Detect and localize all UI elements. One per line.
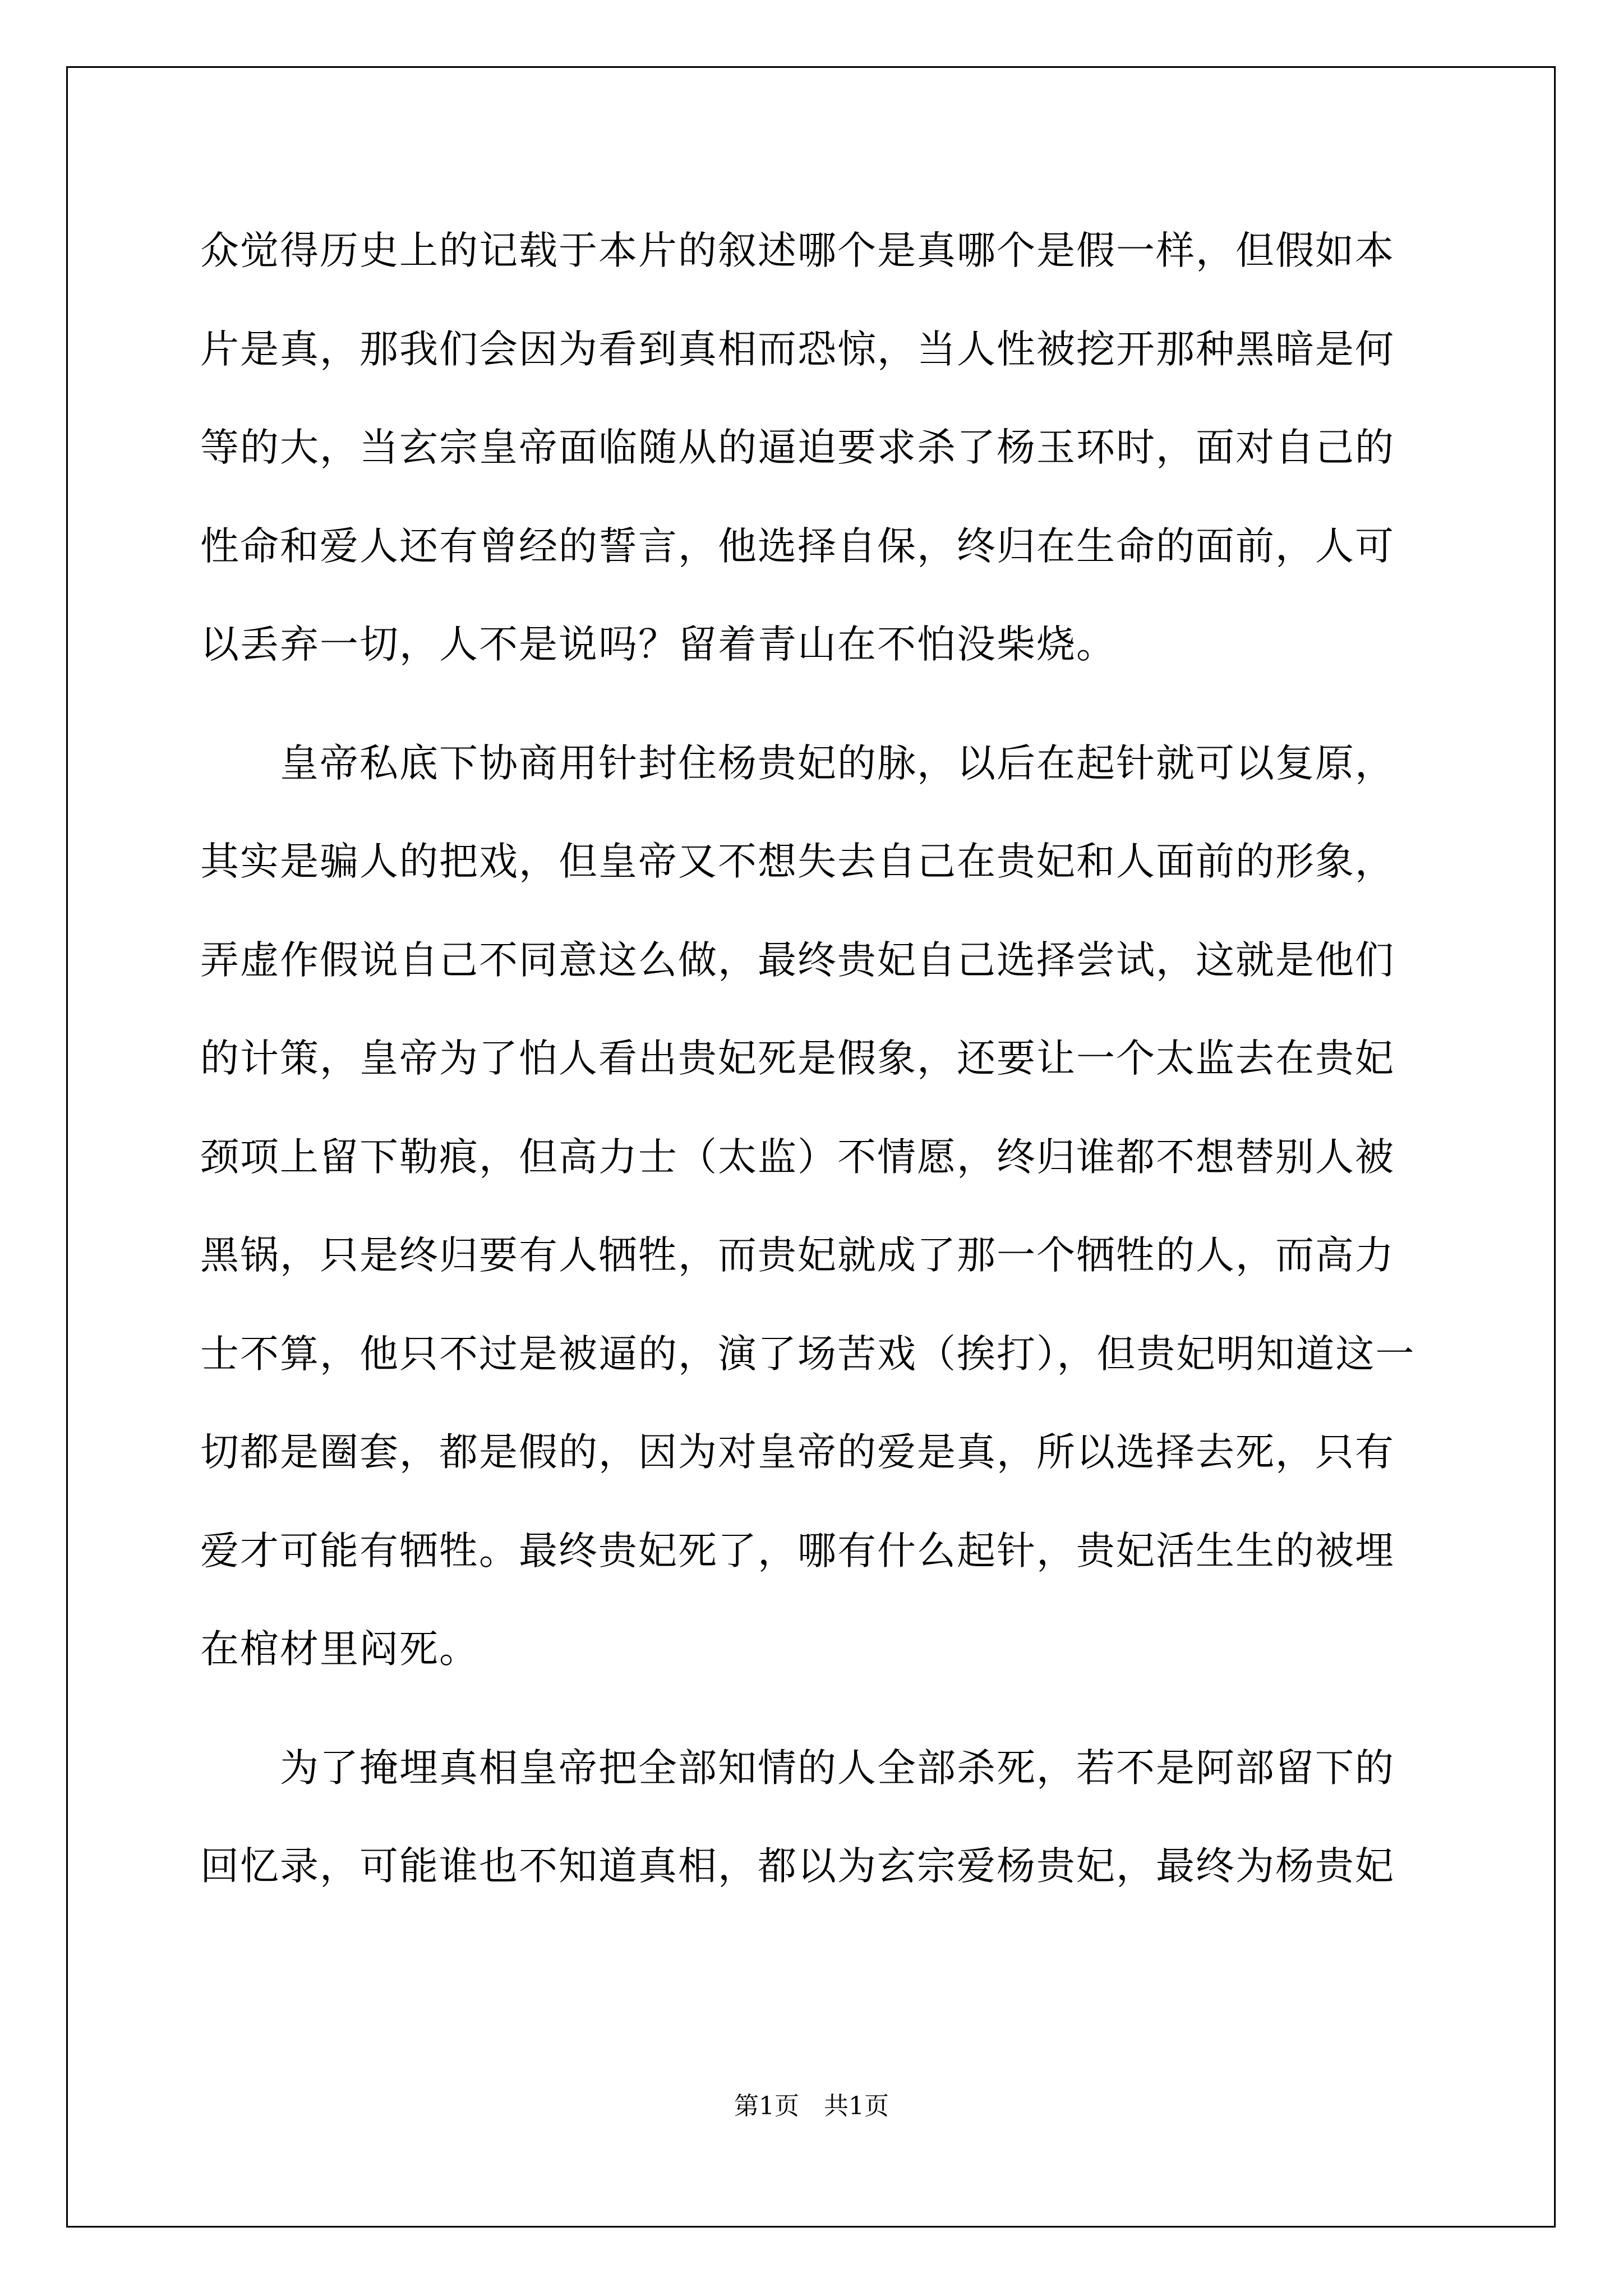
text-line: 爱才可能有牺牲。最终贵妃死了，哪有什么起针，贵妃活生生的被埋 bbox=[200, 1528, 1395, 1573]
text-line: 在棺材里闷死。 bbox=[200, 1627, 479, 1672]
document-body bbox=[200, 202, 1434, 1916]
text-line: 士不算，他只不过是被逼的，演了场苦戏（挨打），但贵妃明知道这一 bbox=[200, 1331, 1415, 1377]
text-line: 为了掩埋真相皇帝把全部知情的人全部杀死，若不是阿部留下的 bbox=[200, 1745, 1395, 1791]
page-number-label: 第1页 共1页 bbox=[734, 2092, 889, 2120]
paragraph-spacer bbox=[200, 1699, 1434, 1719]
text-line: 黑锅，只是终归要有人牺牲，而贵妃就成了那一个牺牲的人，而高力 bbox=[200, 1233, 1395, 1278]
paragraph-spacer bbox=[200, 694, 1434, 715]
text-line: 回忆录，可能谁也不知道真相，都以为玄宗爱杨贵妃，最终为杨贵妃 bbox=[200, 1844, 1395, 1889]
text-line: 弄虚作假说自己不同意这么做，最终贵妃自己选择尝试，这就是他们 bbox=[200, 937, 1395, 983]
paragraph-2 bbox=[200, 715, 1434, 1699]
page-footer bbox=[0, 2090, 1623, 2123]
text-line: 其实是骗人的把戏，但皇帝又不想失去自己在贵妃和人面前的形象， bbox=[200, 839, 1395, 884]
paragraph-3 bbox=[200, 1719, 1434, 1916]
text-line: 等的大，当玄宗皇帝面临随从的逼迫要求杀了杨玉环时，面对自己的 bbox=[200, 425, 1395, 470]
text-line: 众觉得历史上的记载于本片的叙述哪个是真哪个是假一样，但假如本 bbox=[200, 228, 1395, 273]
text-line: 以丢弃一切，人不是说吗？留着青山在不怕没柴烧。 bbox=[200, 622, 1116, 667]
text-line: 的计策，皇帝为了怕人看出贵妃死是假象，还要让一个太监去在贵妃 bbox=[200, 1036, 1395, 1081]
paragraph-1 bbox=[200, 202, 1434, 694]
text-line: 性命和爱人还有曾经的誓言，他选择自保，终归在生命的面前，人可 bbox=[200, 523, 1395, 569]
text-line: 片是真，那我们会因为看到真相而恐惊，当人性被挖开那种黑暗是何 bbox=[200, 326, 1395, 372]
text-line: 切都是圈套，都是假的，因为对皇帝的爱是真，所以选择去死，只有 bbox=[200, 1430, 1395, 1475]
text-line: 皇帝私底下协商用针封住杨贵妃的脉，以后在起针就可以复原， bbox=[200, 740, 1395, 786]
text-line: 颈项上留下勒痕，但高力士（太监）不情愿，终归谁都不想替别人被 bbox=[200, 1134, 1395, 1180]
